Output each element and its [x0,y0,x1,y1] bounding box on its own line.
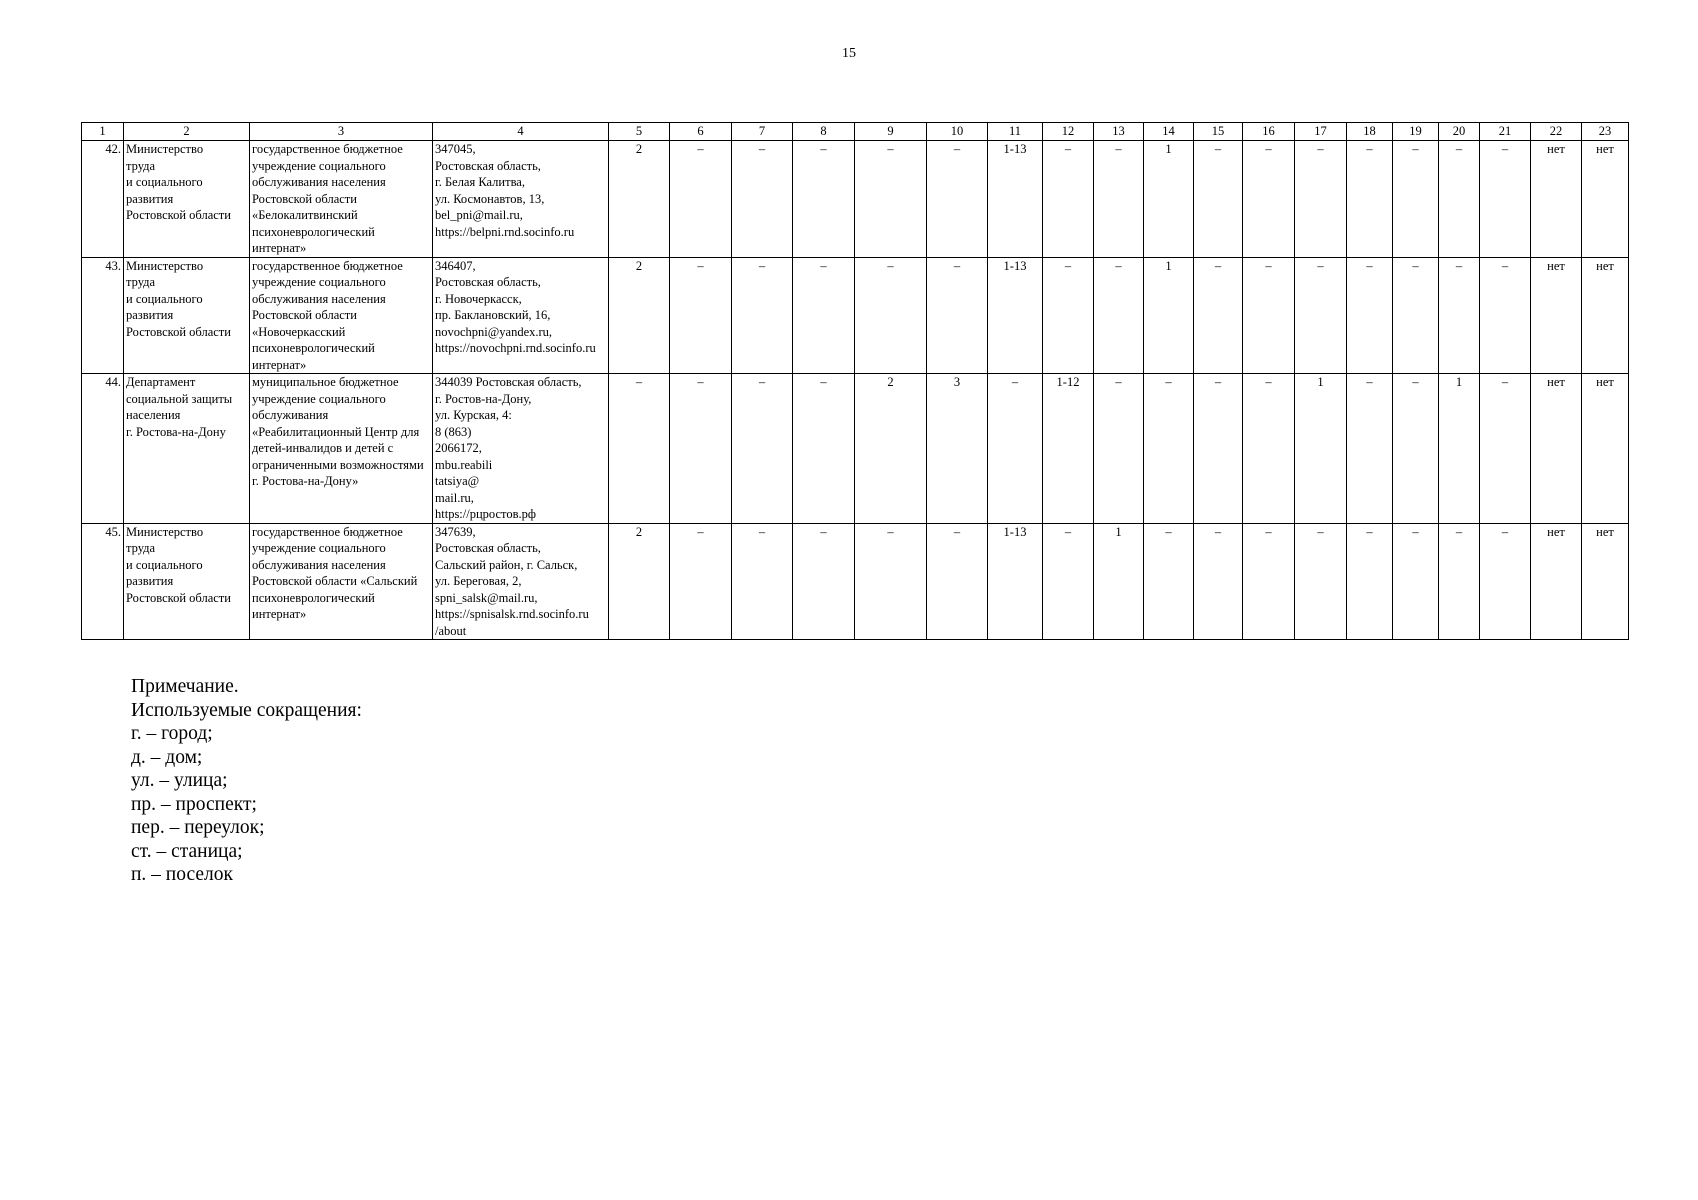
value-cell: нет [1582,141,1629,258]
note-line: г. – город; [131,723,213,744]
value-cell: – [1393,141,1439,258]
value-cell: – [988,374,1043,524]
value-cell: 1 [1144,141,1194,258]
value-cell: – [609,374,670,524]
note-line: ул. – улица; [131,770,228,791]
value-cell: – [1393,374,1439,524]
column-header: 12 [1043,123,1094,141]
table-body [82,141,1629,640]
column-header: 14 [1144,123,1194,141]
value-cell: нет [1531,257,1582,374]
value-cell: нет [1582,523,1629,640]
column-header: 8 [793,123,855,141]
value-cell: – [1347,523,1393,640]
column-header: 22 [1531,123,1582,141]
column-header: 15 [1194,123,1243,141]
column-header: 23 [1582,123,1629,141]
value-cell: – [855,257,927,374]
column-header: 19 [1393,123,1439,141]
table-row [82,374,1629,524]
table-row [82,523,1629,640]
value-cell: – [1243,374,1295,524]
value-cell: – [1043,523,1094,640]
column-header: 5 [609,123,670,141]
value-cell: – [793,141,855,258]
note-line: Используемые сокращения: [131,699,362,721]
row-number: 43. [82,257,124,374]
abbreviations-note [131,675,362,887]
row-number: 45. [82,523,124,640]
value-cell: – [1295,523,1347,640]
value-cell: – [1480,374,1531,524]
column-header: 3 [250,123,433,141]
value-cell: нет [1582,374,1629,524]
value-cell: 2 [609,257,670,374]
note-line: пер. – переулок; [131,817,265,838]
value-cell: 1 [1094,523,1144,640]
value-cell: – [793,374,855,524]
institution-cell: государственное бюджетное учреждение социального обслуживания населения Ростовской области «Сальский психоневрологический интернат» [250,523,433,640]
value-cell: – [1439,257,1480,374]
value-cell: – [1347,257,1393,374]
value-cell: – [1043,141,1094,258]
value-cell: – [1243,141,1295,258]
institution-cell: государственное бюджетное учреждение социального обслуживания населения Ростовской области «Новочеркасский психоневрологический интернат» [250,257,433,374]
note-line: д. – дом; [131,746,203,768]
address-cell: 347045, Ростовская область, г. Белая Калитва, ул. Космонавтов, 13, bel_pni@mail.ru, https://belpni.rnd.socinfo.ru [433,141,609,258]
column-header: 9 [855,123,927,141]
value-cell: 1-13 [988,141,1043,258]
value-cell: – [1243,257,1295,374]
value-cell: – [1194,523,1243,640]
value-cell: – [1295,257,1347,374]
column-header: 21 [1480,123,1531,141]
value-cell: – [1439,523,1480,640]
column-header: 20 [1439,123,1480,141]
value-cell: 2 [609,141,670,258]
column-header: 17 [1295,123,1347,141]
column-header: 11 [988,123,1043,141]
value-cell: – [927,141,988,258]
value-cell: – [732,141,793,258]
value-cell: нет [1531,141,1582,258]
value-cell: 1-13 [988,257,1043,374]
column-header: 2 [124,123,250,141]
ministry-cell: Департамент социальной защиты населения г. Ростова-на-Дону [124,374,250,524]
value-cell: – [670,141,732,258]
value-cell: – [670,257,732,374]
value-cell: – [1480,523,1531,640]
note-line: пр. – проспект; [131,793,257,815]
value-cell: – [1144,374,1194,524]
value-cell: – [1347,374,1393,524]
value-cell: – [1094,374,1144,524]
value-cell: – [670,523,732,640]
address-cell: 346407, Ростовская область, г. Новочеркасск, пр. Баклановский, 16, novochpni@yandex.ru, https://novochpni.rnd.socinfo.ru [433,257,609,374]
value-cell: – [1439,141,1480,258]
value-cell: нет [1531,374,1582,524]
value-cell: – [1144,523,1194,640]
value-cell: – [927,257,988,374]
column-header: 4 [433,123,609,141]
column-header: 1 [82,123,124,141]
value-cell: 2 [855,374,927,524]
value-cell: – [1194,141,1243,258]
value-cell: – [1347,141,1393,258]
value-cell: – [1480,141,1531,258]
table-row [82,141,1629,258]
institutions-table [81,122,1629,640]
row-number: 44. [82,374,124,524]
value-cell: нет [1582,257,1629,374]
value-cell: – [1393,257,1439,374]
row-number: 42. [82,141,124,258]
table-header-row [82,123,1629,141]
value-cell: – [732,374,793,524]
note-line: ст. – станица; [131,840,243,862]
column-header: 10 [927,123,988,141]
value-cell: – [1043,257,1094,374]
value-cell: – [927,523,988,640]
value-cell: 1-13 [988,523,1043,640]
value-cell: – [732,257,793,374]
value-cell: 2 [609,523,670,640]
address-cell: 347639, Ростовская область, Сальский район, г. Сальск, ул. Береговая, 2, spni_salsk@mail.ru, https://spnisalsk.rnd.socinfo.ru /about [433,523,609,640]
value-cell: – [855,523,927,640]
value-cell: – [855,141,927,258]
address-cell: 344039 Ростовская область, г. Ростов-на-Дону, ул. Курская, 4: 8 (863) 2066172, mbu.reabili tatsiya@ mail.ru, https://рцростов.рф [433,374,609,524]
column-header: 13 [1094,123,1144,141]
institution-cell: государственное бюджетное учреждение социального обслуживания населения Ростовской области «Белокалитвинский психоневрологический интернат» [250,141,433,258]
value-cell: – [1480,257,1531,374]
ministry-cell: Министерство труда и социального развития Ростовской области [124,141,250,258]
value-cell: нет [1531,523,1582,640]
value-cell: – [1243,523,1295,640]
value-cell: 3 [927,374,988,524]
value-cell: – [1194,257,1243,374]
ministry-cell: Министерство труда и социального развития Ростовской области [124,523,250,640]
ministry-cell: Министерство труда и социального развития Ростовской области [124,257,250,374]
column-header: 7 [732,123,793,141]
value-cell: 1 [1144,257,1194,374]
value-cell: – [670,374,732,524]
institution-cell: муниципальное бюджетное учреждение социального обслуживания «Реабилитационный Центр для детей-инвалидов и детей с ограниченными возможностями г. Ростова-на-Дону» [250,374,433,524]
value-cell: – [1393,523,1439,640]
column-header: 6 [670,123,732,141]
value-cell: 1 [1295,374,1347,524]
value-cell: – [1094,141,1144,258]
page-number: 15 [842,46,856,61]
column-header: 18 [1347,123,1393,141]
note-line: п. – поселок [131,864,233,885]
value-cell: – [793,523,855,640]
value-cell: – [1295,141,1347,258]
value-cell: – [732,523,793,640]
value-cell: 1-12 [1043,374,1094,524]
value-cell: – [793,257,855,374]
table-row [82,257,1629,374]
value-cell: – [1094,257,1144,374]
note-line: Примечание. [131,676,239,697]
value-cell: 1 [1439,374,1480,524]
value-cell: – [1194,374,1243,524]
column-header: 16 [1243,123,1295,141]
